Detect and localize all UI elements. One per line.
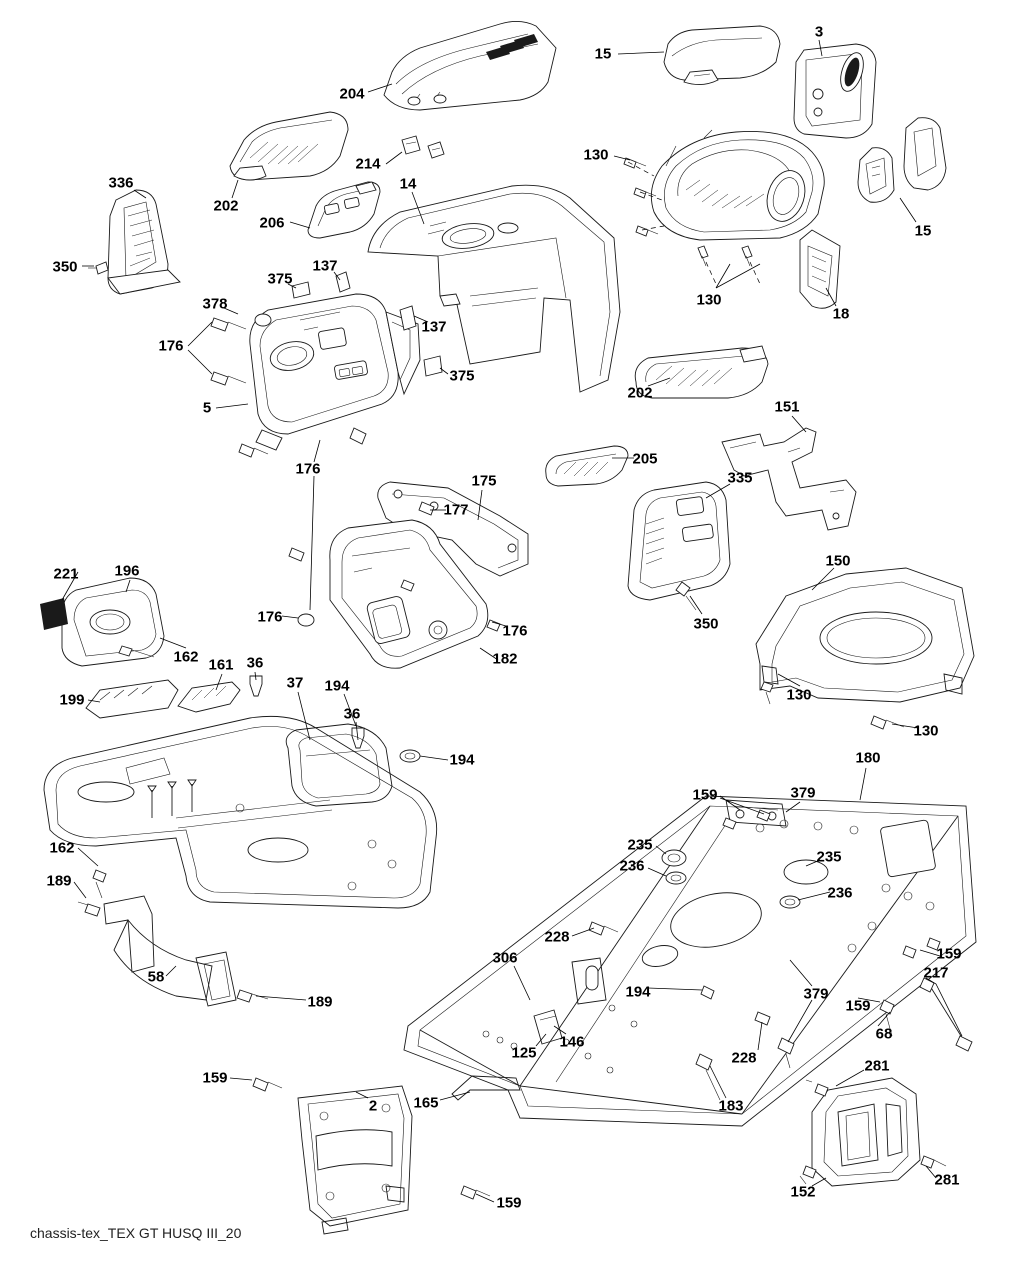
part-214-clips	[402, 136, 444, 158]
callout-176[interactable]: 176	[158, 337, 184, 355]
callout-5[interactable]: 5	[202, 399, 212, 417]
part-18-hood-assembly	[651, 130, 840, 308]
callout-130[interactable]: 130	[696, 291, 722, 309]
callout-194[interactable]: 194	[449, 751, 475, 769]
callout-217[interactable]: 217	[923, 964, 949, 982]
callout-14[interactable]: 14	[399, 175, 417, 193]
part-199-trim	[86, 680, 240, 718]
part-150-deck-pan	[756, 568, 974, 729]
callout-378[interactable]: 378	[202, 295, 228, 313]
callout-194[interactable]: 194	[625, 983, 651, 1001]
callout-161[interactable]: 161	[208, 656, 234, 674]
callout-189[interactable]: 189	[46, 872, 72, 890]
callout-177[interactable]: 177	[443, 501, 469, 519]
callout-335[interactable]: 335	[727, 469, 753, 487]
callout-125[interactable]: 125	[511, 1044, 537, 1062]
part-15-side-panel-left	[664, 26, 780, 85]
callout-159[interactable]: 159	[202, 1069, 228, 1087]
callout-281[interactable]: 281	[864, 1057, 890, 1075]
callout-183[interactable]: 183	[718, 1097, 744, 1115]
callout-235[interactable]: 235	[627, 836, 653, 854]
part-5-console	[250, 294, 420, 450]
callout-202[interactable]: 202	[213, 197, 239, 215]
callout-182[interactable]: 182	[492, 650, 518, 668]
callout-214[interactable]: 214	[355, 155, 381, 173]
callout-199[interactable]: 199	[59, 691, 85, 709]
callout-2[interactable]: 2	[368, 1097, 378, 1115]
callout-15[interactable]: 15	[594, 45, 612, 63]
callout-205[interactable]: 205	[632, 450, 658, 468]
callout-176[interactable]: 176	[257, 608, 283, 626]
part-152-seat-bracket	[800, 1078, 946, 1186]
callout-235[interactable]: 235	[816, 848, 842, 866]
callout-375[interactable]: 375	[449, 367, 475, 385]
callout-137[interactable]: 137	[421, 318, 447, 336]
callout-206[interactable]: 206	[259, 214, 285, 232]
part-202-fender-right	[635, 346, 768, 398]
part-3-grille-panel	[794, 44, 876, 138]
callout-281[interactable]: 281	[934, 1171, 960, 1189]
callout-236[interactable]: 236	[827, 884, 853, 902]
callout-150[interactable]: 150	[825, 552, 851, 570]
callout-159[interactable]: 159	[496, 1194, 522, 1212]
callout-180[interactable]: 180	[855, 749, 881, 767]
callout-194[interactable]: 194	[324, 677, 350, 695]
callout-202[interactable]: 202	[627, 384, 653, 402]
callout-236[interactable]: 236	[619, 857, 645, 875]
part-202-fender-left	[230, 112, 348, 180]
callout-15[interactable]: 15	[914, 222, 932, 240]
part-182-lower-console	[330, 520, 500, 668]
callout-37[interactable]: 37	[286, 674, 304, 692]
part-58-support-bracket	[78, 870, 268, 1006]
callout-159[interactable]: 159	[845, 997, 871, 1015]
callout-151[interactable]: 151	[774, 398, 800, 416]
callout-379[interactable]: 379	[803, 985, 829, 1003]
callout-228[interactable]: 228	[544, 928, 570, 946]
callout-165[interactable]: 165	[413, 1094, 439, 1112]
callout-221[interactable]: 221	[53, 565, 79, 583]
part-204-hood-insert	[384, 21, 556, 110]
callout-130[interactable]: 130	[786, 686, 812, 704]
callout-189[interactable]: 189	[307, 993, 333, 1011]
callout-375[interactable]: 375	[267, 270, 293, 288]
callout-130[interactable]: 130	[583, 146, 609, 164]
part-180-main-frame	[404, 796, 976, 1126]
callout-350[interactable]: 350	[693, 615, 719, 633]
callout-152[interactable]: 152	[790, 1183, 816, 1201]
callout-336[interactable]: 336	[108, 174, 134, 192]
callout-130[interactable]: 130	[913, 722, 939, 740]
callout-137[interactable]: 137	[312, 257, 338, 275]
callout-68[interactable]: 68	[875, 1025, 893, 1043]
callout-58[interactable]: 58	[147, 968, 165, 986]
callout-176[interactable]: 176	[502, 622, 528, 640]
callout-204[interactable]: 204	[339, 85, 365, 103]
part-206-panel	[308, 182, 380, 238]
part-335-side-panel	[628, 482, 730, 610]
callout-146[interactable]: 146	[559, 1033, 585, 1051]
callout-36[interactable]: 36	[343, 705, 361, 723]
callout-159[interactable]: 159	[692, 786, 718, 804]
callout-3[interactable]: 3	[814, 23, 824, 41]
part-15-side-panel-right	[858, 118, 946, 203]
callout-228[interactable]: 228	[731, 1049, 757, 1067]
part-205-trim	[546, 446, 628, 486]
callout-196[interactable]: 196	[114, 562, 140, 580]
callout-379[interactable]: 379	[790, 784, 816, 802]
callout-350[interactable]: 350	[52, 258, 78, 276]
callout-159[interactable]: 159	[936, 945, 962, 963]
diagram-caption: chassis-tex_TEX GT HUSQ III_20	[30, 1225, 242, 1241]
callout-162[interactable]: 162	[49, 839, 75, 857]
callout-175[interactable]: 175	[471, 472, 497, 490]
callout-306[interactable]: 306	[492, 949, 518, 967]
callout-18[interactable]: 18	[832, 305, 850, 323]
part-196-seat-support	[40, 578, 164, 666]
callout-36[interactable]: 36	[246, 654, 264, 672]
callout-162[interactable]: 162	[173, 648, 199, 666]
callout-176[interactable]: 176	[295, 460, 321, 478]
part-336-dash-panel	[88, 190, 180, 294]
part-2-rear-plate	[298, 1086, 412, 1234]
